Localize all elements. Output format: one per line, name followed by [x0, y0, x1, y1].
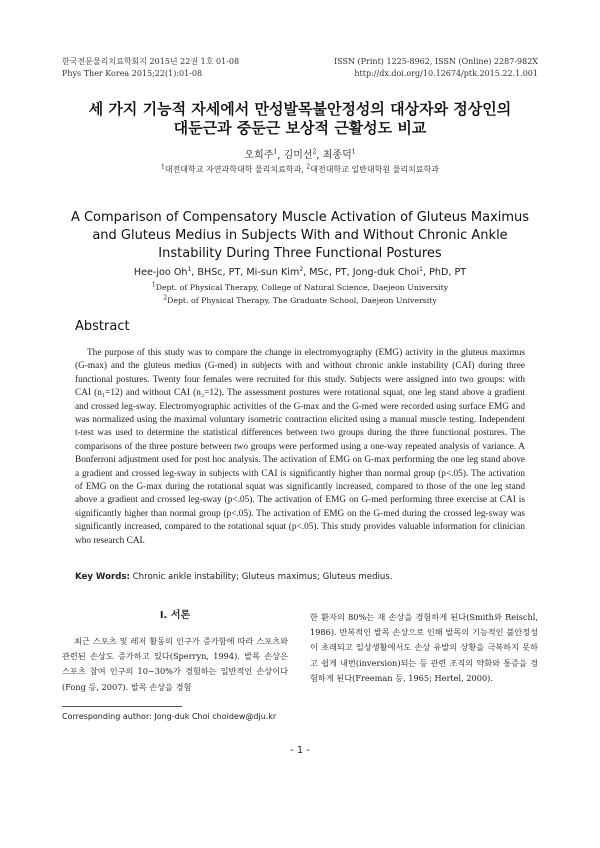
keywords-label: Key Words:: [75, 572, 130, 582]
doi-link[interactable]: http://dx.doi.org/10.12674/ptk.2015.22.1.001: [354, 69, 538, 78]
title-korean: [40, 100, 560, 138]
journal-name-en: Phys Ther Korea 2015;22(1):01-08: [62, 69, 203, 78]
author-kr-2: 김미선: [283, 150, 313, 161]
header-right: [334, 56, 538, 80]
aff-en-2: Dept. of Physical Therapy, The Graduate School, Daejeon University: [167, 296, 437, 305]
keywords: [75, 571, 525, 583]
authors-korean: 오희주$^1$, 김미선$^2$, 최종덕$^1$: [244, 148, 356, 161]
author-en-2-degree: , MSc, PT,: [303, 267, 353, 278]
title-korean-line1: 세 가지 기능적 자세에서 만성발목불안정성의 대상자와 정상인의: [88, 100, 512, 118]
keywords-text: Chronic ankle instability; Gluteus maximus; Gluteus medius.: [129, 572, 393, 582]
author-kr-2-sup: 2: [312, 148, 317, 156]
title-english-line3: Instability During Three Functional Postures: [158, 246, 442, 261]
author-en-2-sup: 2: [299, 265, 304, 273]
aff-kr-2-sup: 2: [306, 163, 311, 171]
author-kr-3: 최종덕: [322, 150, 352, 161]
author-en-2: Mi-sun Kim: [246, 267, 300, 278]
authors-english: [40, 266, 560, 279]
journal-name-kr: 한국전문물리치료학회지 2015년 22권 1호 01-08: [62, 57, 240, 66]
running-header: [62, 56, 538, 86]
aff-en-2-sup: 2: [163, 294, 168, 302]
aff-kr-1: 대전대학교 자연과학대학 물리치료학과,: [164, 165, 304, 174]
affiliations-korean: [40, 164, 560, 176]
author-en-3: Jong-duk Choi: [352, 267, 420, 278]
aff-en-1-sup: 1: [151, 281, 156, 289]
author-en-3-sup: 1: [419, 265, 423, 273]
author-kr-3-sup: 1: [351, 148, 356, 156]
author-kr-1-sup: 1: [273, 148, 278, 156]
issn: ISSN (Print) 1225-8962, ISSN (Online) 2287-982X: [334, 57, 538, 66]
author-en-1-degree: , BHSc, PT,: [191, 267, 247, 278]
author-kr-1: 오희주: [244, 150, 274, 161]
section-heading-introduction: Ⅰ. 서론: [159, 610, 191, 621]
affiliations-english: [40, 281, 560, 307]
abstract-body: The purpose of this study was to compare the change in electromyography (EMG) activity in the gluteus maximus (G-max) and the gluteus medius (G-med) in subjects with and without chronic ankle instability (CAI) during three functional postures. Twenty four females were recruited for this study. Subjects were assigned into two groups: with CAI (n₁=12) and without CAI (n₂=12). The assessment postures were rotational squat, one leg stand above a gradient and crossed leg-sway. Electromyographic activities of the G-max and the G-med were recorded using surface EMG and was normalized using the maximal voluntary isometric contraction elicited using a manual muscle testing. Independent t-test was used to determine the statistical differences between two groups during the three functional postures. The comparisons of the three posture between two groups were performed using a one-way repeated analysis of variance. A Bonferroni adjustment used for post hoc analysis. The activation of EMG on G-max performing the one leg stand above a gradient and crossed leg-sway in subjects with CAI is significantly higher than normal group (p<.05). The activation of EMG on the G-max during the rotational squat was significantly increased, compared to those of the one leg stand above a gradient and crossed leg-sway (p<.05). The activation of EMG on G-med performing three exercise at CAI is significantly higher than normal group (p<.05). The activation of EMG on the G-med during the crossed leg-sway was significantly increased, compared to the rotational squat (p<.05). This study provides valuable information for clinician who research CAI.: [75, 348, 525, 546]
author-en-3-degree: , PhD, PT: [423, 267, 467, 278]
header-left: [62, 56, 239, 80]
abstract-heading: Abstract: [75, 319, 130, 334]
page-number: - 1 -: [290, 745, 310, 756]
aff-kr-2: 대전대학교 일반대학원 물리치료학과: [310, 165, 439, 174]
title-english-line1: A Comparison of Compensatory Muscle Activation of Gluteus Maximus: [70, 210, 530, 225]
title-english: [50, 209, 550, 263]
author-en-1: Hee-joo Oh: [133, 267, 188, 278]
aff-en-1: Dept. of Physical Therapy, College of Natural Science, Daejeon University: [155, 283, 449, 292]
footnote-divider: [62, 706, 182, 707]
intro-column-right: 한 환자의 80%는 재 손상을 경험하게 된다(Smith와 Reischl, 1986). 반복적인 발목 손상으로 인해 발목의 기능적인 불안정성이 초래되고 일상생활에서도 손상 유발의 상황을 극복하지 못하고 쉽게 내번(inversion)되는 등 관련 조직의 약화와 통증을 경험하게 된다(Freeman 등, 1965; Hertel, 2000).: [310, 612, 538, 683]
corresponding-author: Corresponding author: Jong-duk Choi choidew@dju.kr: [62, 712, 277, 721]
author-en-1-sup: 1: [187, 265, 192, 273]
aff-kr-1-sup: 1: [161, 163, 165, 171]
aff-en-1-line: [40, 281, 560, 294]
title-english-line2: and Gluteus Medius in Subjects With and Without Chronic Ankle: [92, 228, 508, 243]
aff-en-2-line: [40, 294, 560, 307]
title-korean-line2: 대둔근과 중둔근 보상적 근활성도 비교: [173, 119, 427, 137]
intro-column-left: 최근 스포츠 및 레저 활동의 인구가 증가함에 따라 스포츠와 관련된 손상도 증가하고 있다(Sperryn, 1994). 발목 손상은 스포츠 참여 인구의 10~30%가 경험하는 일반적인 손상이다(Fong 등, 2007). 발목 손상을 경험: [62, 636, 288, 692]
